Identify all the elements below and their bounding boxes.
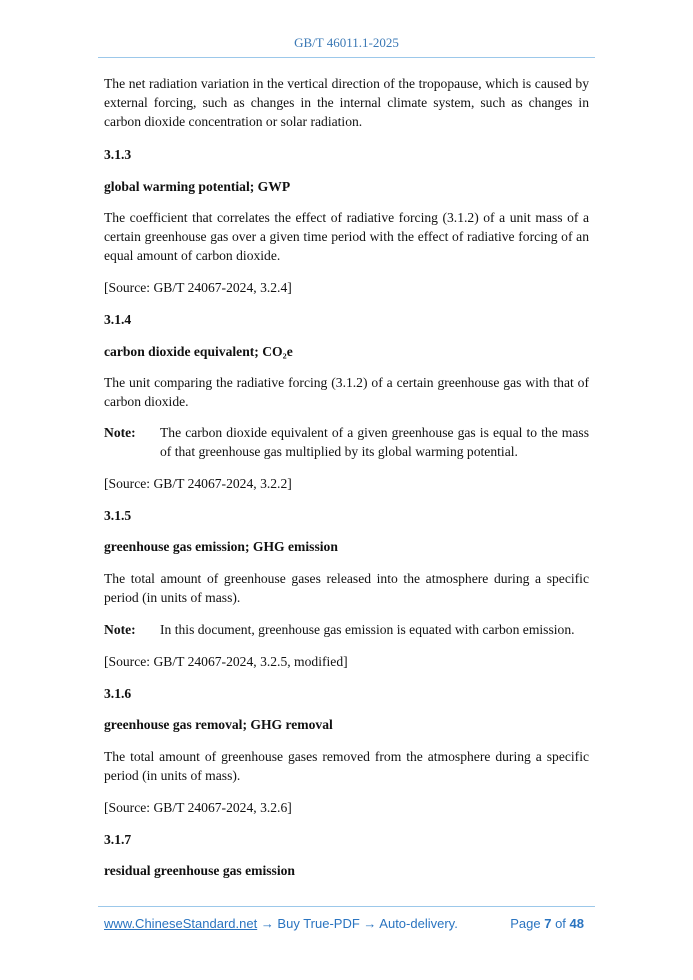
clause-number: 3.1.6	[104, 686, 132, 701]
clause-number: 3.1.4	[104, 312, 132, 327]
source: [Source: GB/T 24067-2024, 3.2.5, modified]	[104, 654, 348, 669]
note	[104, 423, 589, 461]
footer-divider	[98, 906, 595, 907]
definition: The unit comparing the radiative forcing (3.1.2) of a certain greenhouse gas with that of carbon dioxide.	[104, 375, 589, 409]
page-indicator	[510, 916, 584, 931]
definition: The total amount of greenhouse gases released into the atmosphere during a specific period (in units of mass).	[104, 571, 589, 605]
website-link[interactable]: www.ChineseStandard.net	[104, 916, 258, 931]
source: [Source: GB/T 24067-2024, 3.2.4]	[104, 280, 292, 295]
note	[104, 620, 589, 639]
note-text: The carbon dioxide equivalent of a given greenhouse gas is equal to the mass of that greenhouse gas multiplied by its global warming potential.	[160, 425, 589, 459]
note-text: In this document, greenhouse gas emission is equated with carbon emission.	[160, 622, 575, 637]
clause-number: 3.1.3	[104, 147, 132, 162]
page-number: 7	[544, 916, 552, 931]
footer-promo: → Buy True-PDF → Auto-delivery.	[257, 916, 458, 931]
of-label: of	[555, 916, 566, 931]
term: global warming potential; GWP	[104, 179, 291, 194]
footer	[104, 916, 584, 931]
source: [Source: GB/T 24067-2024, 3.2.6]	[104, 800, 292, 815]
definition: The coefficient that correlates the effect of radiative forcing (3.1.2) of a unit mass of a certain greenhouse gas over a given time period with the effect of radiative forcing of an equal amount of carbon dioxide.	[104, 210, 589, 263]
term: carbon dioxide equivalent; CO₂e	[104, 344, 293, 359]
paragraph: The net radiation variation in the vertical direction of the tropopause, which is caused by external forcing, such as changes in the internal climate system, such as changes in carbon dioxide concentration or solar radiation.	[104, 76, 589, 129]
clause-number: 3.1.5	[104, 508, 132, 523]
source: [Source: GB/T 24067-2024, 3.2.2]	[104, 476, 292, 491]
header-title: GB/T 46011.1-2025	[294, 35, 399, 50]
term: greenhouse gas removal; GHG removal	[104, 717, 333, 732]
note-label: Note:	[104, 622, 136, 637]
header-divider	[98, 57, 595, 58]
page-label: Page	[510, 916, 541, 931]
page-total: 48	[569, 916, 584, 931]
clause-number: 3.1.7	[104, 832, 132, 847]
term: residual greenhouse gas emission	[104, 863, 295, 878]
note-label: Note:	[104, 425, 136, 440]
definition: The total amount of greenhouse gases removed from the atmosphere during a specific period (in units of mass).	[104, 749, 589, 783]
term: greenhouse gas emission; GHG emission	[104, 539, 338, 554]
